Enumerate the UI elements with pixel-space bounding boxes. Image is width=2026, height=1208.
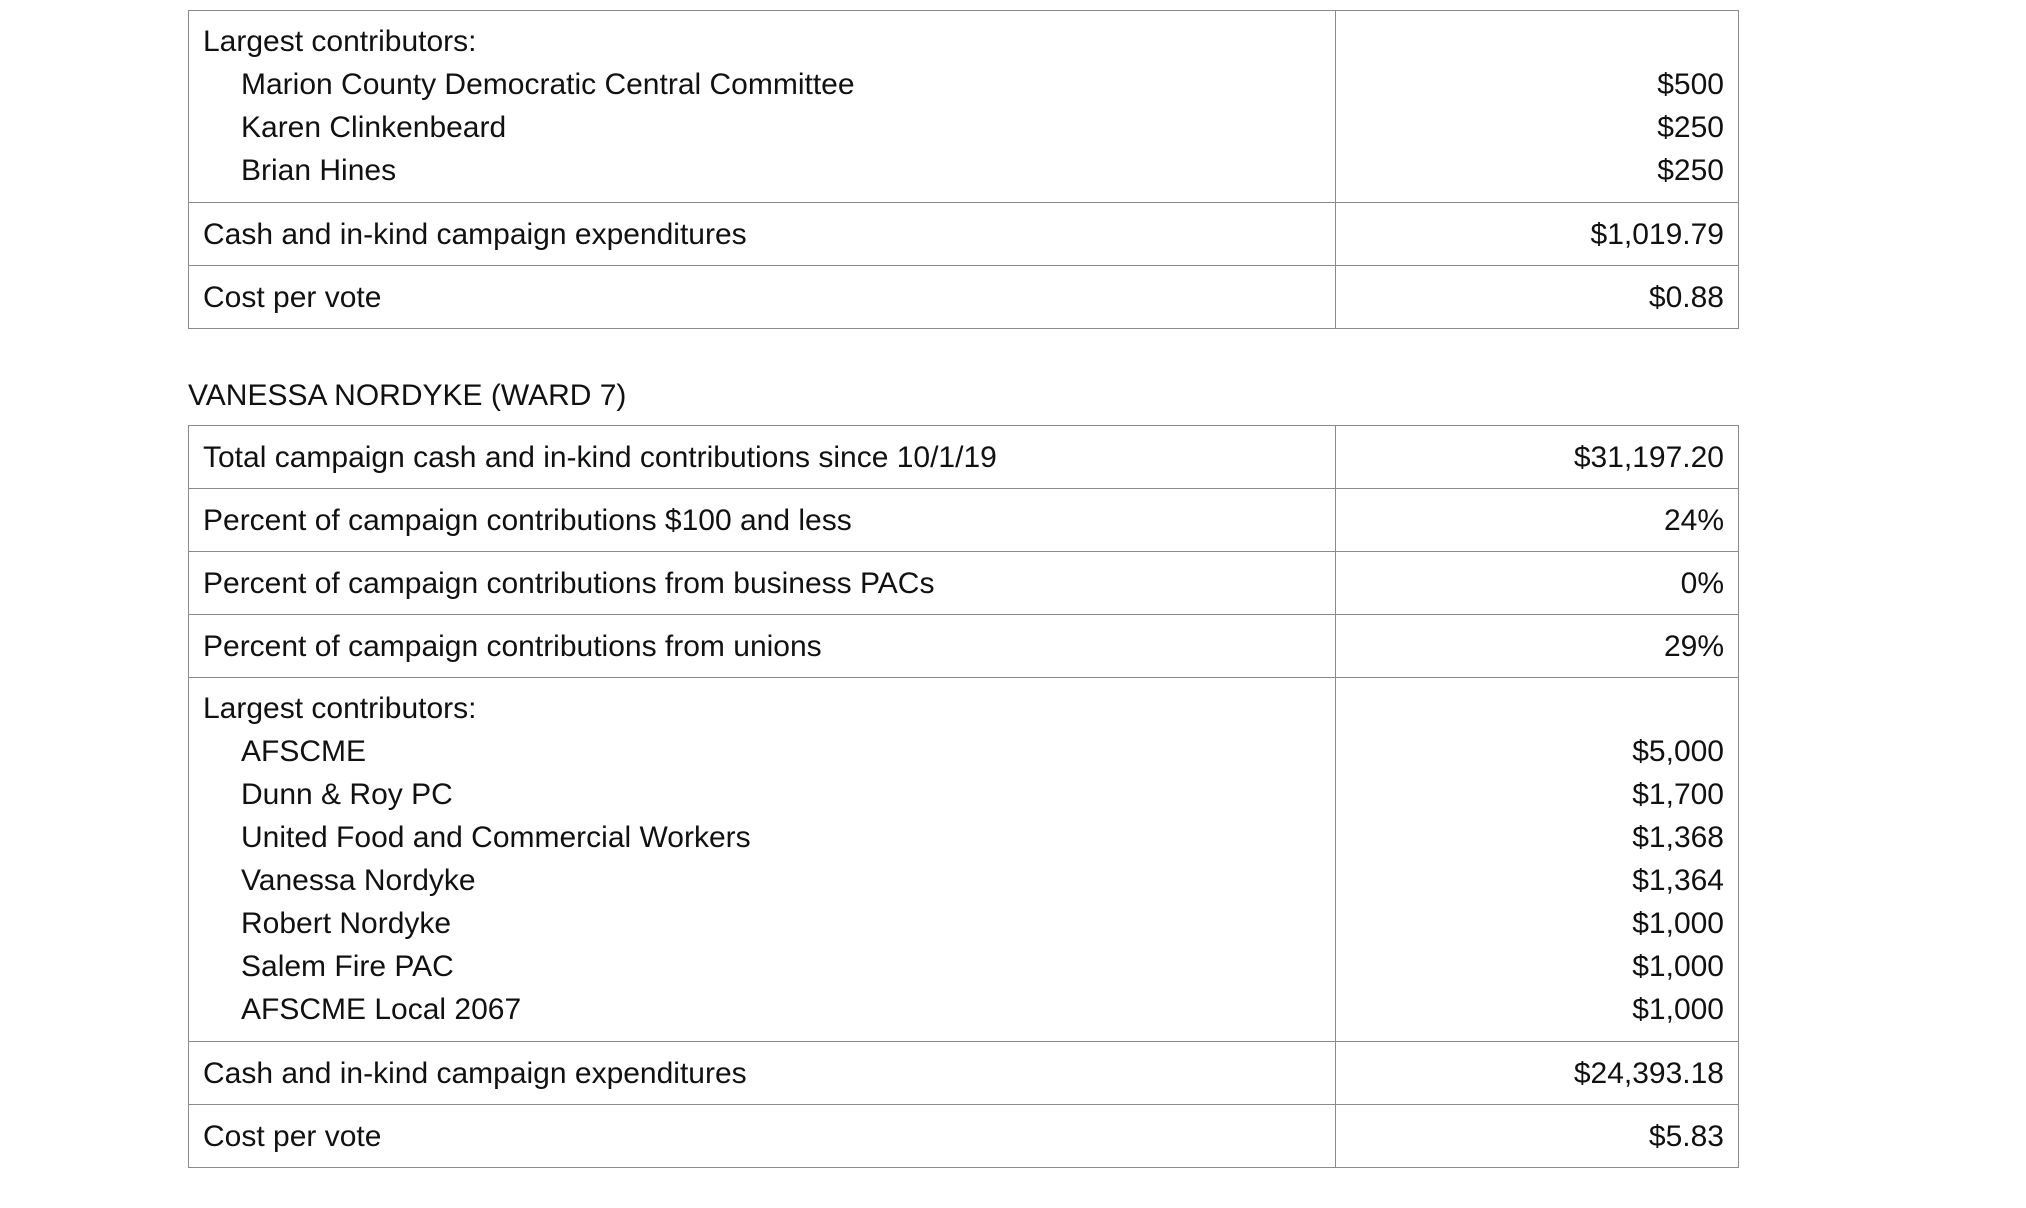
expenditures-value: $1,019.79 <box>1336 203 1739 266</box>
cost-per-vote-value: $5.83 <box>1336 1105 1739 1168</box>
total-contributions-value: $31,197.20 <box>1336 426 1739 489</box>
spacer <box>1350 20 1724 63</box>
pct-business-pacs-value: 0% <box>1336 552 1739 615</box>
expenditures-label: Cash and in-kind campaign expenditures <box>189 203 1336 266</box>
contributor-amount: $250 <box>1657 154 1724 187</box>
largest-contributors-cell <box>189 678 1336 1042</box>
campaign-finance-table-previous-candidate <box>188 10 1739 329</box>
pct-unions-row <box>189 615 1739 678</box>
candidate-heading: VANESSA NORDYKE (WARD 7) <box>188 379 627 412</box>
contributor-name: Marion County Democratic Central Committee <box>241 68 855 101</box>
cost-per-vote-row <box>189 266 1739 329</box>
contributor-amounts-cell <box>1336 11 1739 203</box>
contributor-amount: $1,000 <box>1632 907 1724 940</box>
contributor-name: Robert Nordyke <box>241 907 452 940</box>
expenditures-value: $24,393.18 <box>1336 1042 1739 1105</box>
largest-contributors-label: Largest contributors: <box>203 25 477 58</box>
contributor-amount: $1,700 <box>1632 778 1724 811</box>
total-contributions-label: Total campaign cash and in-kind contributions since 10/1/19 <box>189 426 1336 489</box>
pct-unions-label: Percent of campaign contributions from unions <box>189 615 1336 678</box>
campaign-finance-table-vanessa-nordyke <box>188 425 1739 1168</box>
largest-contributors-row <box>189 678 1739 1042</box>
contributor-name: United Food and Commercial Workers <box>241 821 751 854</box>
contributor-name: AFSCME Local 2067 <box>241 993 522 1026</box>
contributor-name: Brian Hines <box>241 154 397 187</box>
pct-business-pacs-label: Percent of campaign contributions from business PACs <box>189 552 1336 615</box>
contributor-amount: $5,000 <box>1632 735 1724 768</box>
cost-per-vote-row <box>189 1105 1739 1168</box>
contributor-name: Karen Clinkenbeard <box>241 111 507 144</box>
pct-unions-value: 29% <box>1336 615 1739 678</box>
contributor-amount: $1,364 <box>1632 864 1724 897</box>
pct-business-pacs-row <box>189 552 1739 615</box>
pct-100-less-row <box>189 489 1739 552</box>
contributor-name: Salem Fire PAC <box>241 950 454 983</box>
expenditures-row <box>189 203 1739 266</box>
largest-contributors-label: Largest contributors: <box>203 692 477 725</box>
cost-per-vote-value: $0.88 <box>1336 266 1739 329</box>
contributor-name: Vanessa Nordyke <box>241 864 476 897</box>
contributor-amounts-cell <box>1336 678 1739 1042</box>
cost-per-vote-label: Cost per vote <box>189 1105 1336 1168</box>
contributor-amount: $250 <box>1657 111 1724 144</box>
contributor-amount: $1,368 <box>1632 821 1724 854</box>
total-contributions-row <box>189 426 1739 489</box>
contributor-name: AFSCME <box>241 735 367 768</box>
pct-100-less-label: Percent of campaign contributions $100 and less <box>189 489 1336 552</box>
largest-contributors-row <box>189 11 1739 203</box>
contributor-amount: $1,000 <box>1632 950 1724 983</box>
spacer <box>1350 687 1724 730</box>
pct-100-less-value: 24% <box>1336 489 1739 552</box>
largest-contributors-cell <box>189 11 1336 203</box>
expenditures-row <box>189 1042 1739 1105</box>
contributor-amount: $1,000 <box>1632 993 1724 1026</box>
contributor-amount: $500 <box>1657 68 1724 101</box>
cost-per-vote-label: Cost per vote <box>189 266 1336 329</box>
contributor-name: Dunn & Roy PC <box>241 778 453 811</box>
expenditures-label: Cash and in-kind campaign expenditures <box>189 1042 1336 1105</box>
